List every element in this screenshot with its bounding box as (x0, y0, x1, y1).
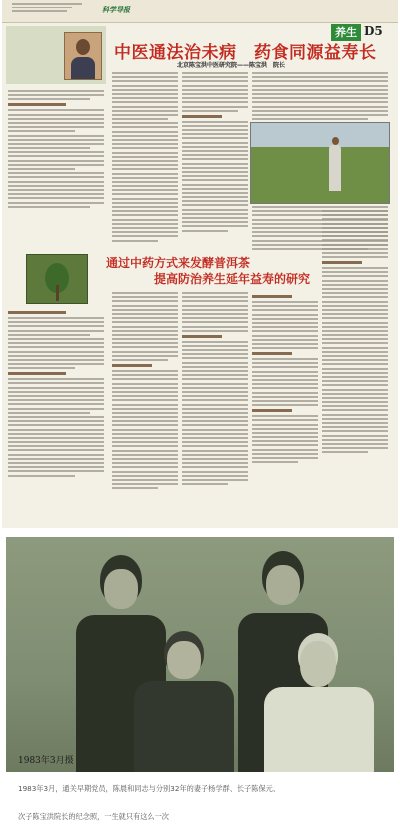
masthead-meta (12, 3, 82, 14)
lower-text-2 (182, 292, 248, 487)
tea-tree-photo (26, 254, 88, 304)
subtitle-line-2: 提高防治养生延年益寿的研究 (154, 272, 311, 286)
author-portrait (64, 32, 102, 80)
masthead-strip (2, 0, 398, 23)
lower-text-4 (322, 210, 388, 456)
lower-text-3 (252, 292, 318, 465)
author-box (6, 26, 106, 84)
newspaper-page (2, 0, 398, 528)
byline: 北京陈宝洪中医研究院——陈宝洪 院长 (177, 62, 286, 69)
lower-text-1 (112, 292, 178, 491)
left-column (6, 26, 106, 524)
headline: 中医通法治未病 药食同源益寿长 (114, 43, 377, 63)
person-front-left (134, 631, 234, 772)
photo-caption-line-2: 次子陈宝洪院长的纪念照，一生就只有这么一次 (18, 812, 169, 821)
photo-caption-line-1: 1983年3月，通关早期党员，陈晨和同志与分别32年的妻子杨学群、长子陈保元、 (18, 784, 281, 793)
masthead-logo: 科学导报 (102, 5, 130, 14)
tea-garden-photo (250, 122, 390, 204)
photo-date-caption: 1983年3月摄 (18, 756, 74, 766)
left-text-lower (8, 308, 104, 479)
family-photo (6, 537, 394, 772)
page-number: D5 (364, 24, 383, 38)
section-badge: 养生 (331, 24, 361, 41)
right-text-top (252, 72, 388, 122)
middle-text-1 (112, 72, 178, 244)
subtitle-line-1: 通过中药方式来发酵普洱茶 (106, 256, 251, 270)
person-front-right (264, 633, 374, 772)
middle-text-2 (182, 72, 248, 234)
left-text (8, 90, 104, 210)
